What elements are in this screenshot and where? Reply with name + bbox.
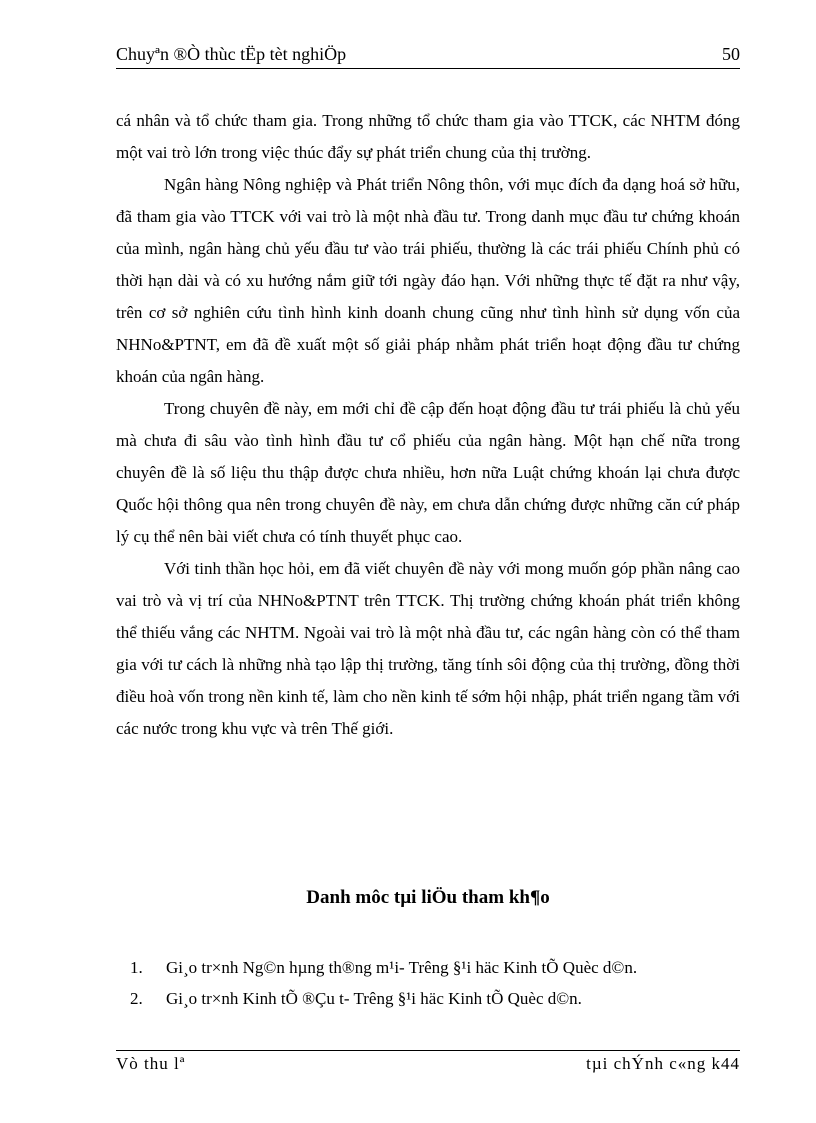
page-footer	[116, 1050, 740, 1073]
page-header	[116, 42, 740, 69]
footer-class: tµi chÝnh c«ng k44	[586, 1054, 740, 1073]
reference-item	[130, 952, 740, 983]
reference-item	[130, 983, 740, 1014]
paragraph-3: Trong chuyên đề này, em mới chỉ đề cập đến hoạt động đầu tư trái phiếu là chủ yếu mà chưa đi sâu vào tình hình đầu tư cổ phiếu của ngân hàng. Một hạn chế nữa trong chuyên đề là số liệu thu thập được chưa nhiều, hơn nữa Luật chứng khoán lại chưa được Quốc hội thông qua nên trong chuyên đề này, em chưa dẫn chứng được những căn cứ pháp lý cụ thể nên bài viết chưa có tính thuyết phục cao.	[116, 399, 740, 546]
footer-author: Vò thu lª	[116, 1054, 186, 1073]
paragraph-2: Ngân hàng Nông nghiệp và Phát triển Nông thôn, với mục đích đa dạng hoá sở hữu, đã tham gia vào TTCK với vai trò là một nhà đầu tư. Trong danh mục đầu tư chứng khoán của mình, ngân hàng chủ yếu đầu tư vào trái phiếu, thường là các trái phiếu Chính phủ có thời hạn dài và có xu hướng nắm giữ tới ngày đáo hạn. Với những thực tế đặt ra như vậy, trên cơ sở nghiên cứu tình hình kinh doanh chung cũng như tình hình sử dụng vốn của NHNo&PTNT, em đã đề xuất một số giải pháp nhằm phát triển hoạt động đầu tư chứng khoán của ngân hàng.	[116, 175, 740, 386]
reference-text: Gi¸o tr×nh Ng©n hµng th®ng m¹i- Trêng §¹i häc Kinh tÕ Quèc d©n.	[166, 958, 638, 977]
reference-text: Gi¸o tr×nh Kinh tÕ ®Çu t- Trêng §¹i häc Kinh tÕ Quèc d©n.	[166, 989, 582, 1008]
references-list	[130, 952, 740, 1014]
paragraph-4: Với tinh thần học hỏi, em đã viết chuyên đề này với mong muốn góp phần nâng cao vai trò và vị trí của NHNo&PTNT trên TTCK. Thị trường chứng khoán phát triển không thể thiếu vắng các NHTM. Ngoài vai trò là một nhà đầu tư, các ngân hàng còn có thể tham gia với tư cách là những nhà tạo lập thị trường, tăng tính sôi động của thị trường, đồng thời điều hoà vốn trong nền kinh tế, làm cho nền kinh tế sớm hội nhập, phát triển ngang tầm với các nước trong khu vực và trên Thế giới.	[116, 559, 740, 738]
reference-number: 2.	[130, 989, 143, 1008]
body-text	[116, 105, 740, 745]
reference-number: 1.	[130, 958, 143, 977]
page-number: 50	[722, 44, 740, 64]
paragraph-1: cá nhân và tổ chức tham gia. Trong những tổ chức tham gia vào TTCK, các NHTM đóng một vai trò lớn trong việc thúc đẩy sự phát triển chung của thị trường.	[116, 111, 740, 162]
references-title: Danh môc tµi liÖu tham kh¶o	[306, 887, 550, 908]
header-title: Chuyªn ®Ò thùc tËp tèt nghiÖp	[116, 44, 347, 64]
